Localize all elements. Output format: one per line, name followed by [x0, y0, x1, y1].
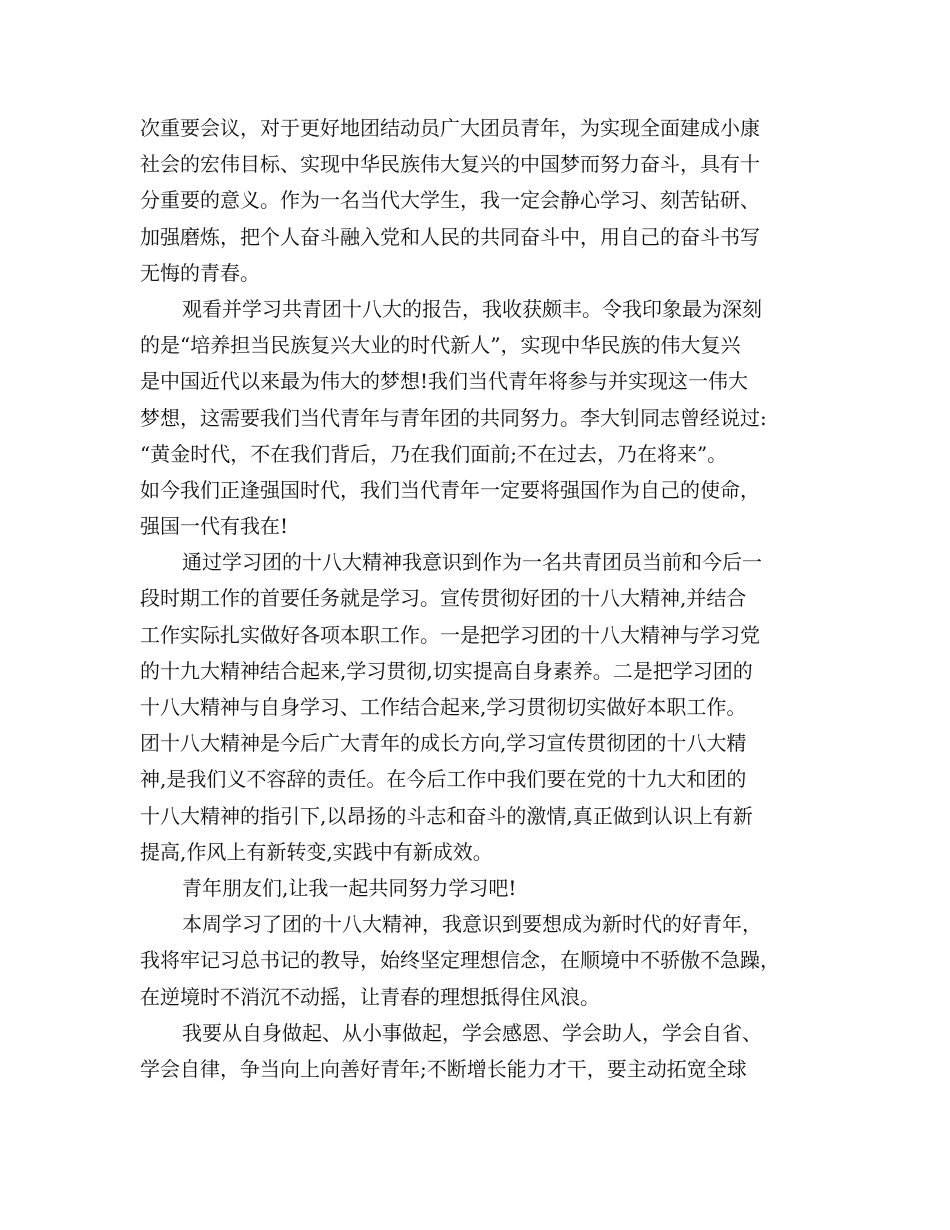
text-line: 通过学习团的十八大精神我意识到作为一名共青团员当前和今后一	[182, 550, 762, 575]
text-line: 加强磨炼，把个人奋斗融入党和人民的共同奋斗中，用自己的奋斗书写	[140, 224, 760, 249]
paragraph	[140, 906, 830, 1015]
text-line: 神,是我们义不容辞的责任。在今后工作中我们要在党的十九大和团的	[140, 767, 747, 792]
paragraph	[140, 291, 830, 544]
text-line: 无悔的青春。	[140, 260, 260, 285]
paragraph	[140, 1015, 830, 1087]
text-line: 十八大精神与自身学习、工作结合起来,学习贯彻切实做好本职工作。	[140, 695, 747, 719]
text-line: “黄金时代，不在我们背后，乃在我们面前;不在过去，乃在将来”。	[140, 441, 728, 466]
document-body	[140, 110, 830, 1087]
text-line: 学会自律，争当向上向善好青年;不断增长能力才干，要主动拓宽全球	[140, 1056, 747, 1081]
text-line: 的是“培养担当民族复兴大业的时代新人”，实现中华民族的伟大复兴	[140, 333, 741, 358]
text-line: 在逆境时不消沉不动摇，让青春的理想抵得住风浪。	[140, 984, 600, 1009]
paragraph	[140, 870, 830, 906]
text-line: 是中国近代以来最为伟大的梦想!我们当代青年将参与并实现这一伟大	[140, 369, 749, 394]
text-line: 强国一代有我在!	[140, 514, 289, 539]
text-line: 本周学习了团的十八大精神，我意识到要想成为新时代的好青年，	[182, 912, 762, 937]
text-line: 段时期工作的首要任务就是学习。宣传贯彻好团的十八大精神,并结合	[140, 586, 747, 611]
text-line: 次重要会议，对于更好地团结动员广大团员青年，为实现全面建成小康	[140, 116, 760, 140]
text-line: 观看并学习共青团十八大的报告，我收获颇丰。令我印象最为深刻	[182, 296, 762, 321]
text-line: 的十九大精神结合起来,学习贯彻,切实提高自身素养。二是把学习团的	[140, 658, 753, 683]
text-line: 我将牢记习总书记的教导，始终坚定理想信念，在顺境中不骄傲不急躁，	[140, 948, 780, 973]
text-line: 青年朋友们,让我一起共同努力学习吧!	[182, 875, 517, 900]
text-line: 我要从自身做起、从小事做起，学会感恩、学会助人，学会自省、	[182, 1020, 762, 1045]
text-line: 如今我们正逢强国时代，我们当代青年一定要将强国作为自己的使命，	[140, 477, 760, 502]
text-line: 社会的宏伟目标、实现中华民族伟大复兴的中国梦而努力奋斗，具有十	[140, 152, 760, 177]
paragraph	[140, 110, 830, 291]
text-line: 工作实际扎实做好各项本职工作。一是把学习团的十八大精神与学习党	[140, 622, 760, 647]
text-line: 分重要的意义。作为一名当代大学生，我一定会静心学习、刻苦钻研、	[140, 188, 760, 213]
text-line: 提高,作风上有新转变,实践中有新成效。	[140, 839, 493, 864]
paragraph	[140, 544, 830, 870]
text-line: 梦想，这需要我们当代青年与青年团的共同努力。李大钊同志曾经说过:	[140, 405, 767, 430]
text-line: 团十八大精神是今后广大青年的成长方向,学习宣传贯彻团的十八大精	[140, 731, 747, 756]
text-line: 十八大精神的指引下,以昂扬的斗志和奋斗的激情,真正做到认识上有新	[140, 803, 753, 828]
